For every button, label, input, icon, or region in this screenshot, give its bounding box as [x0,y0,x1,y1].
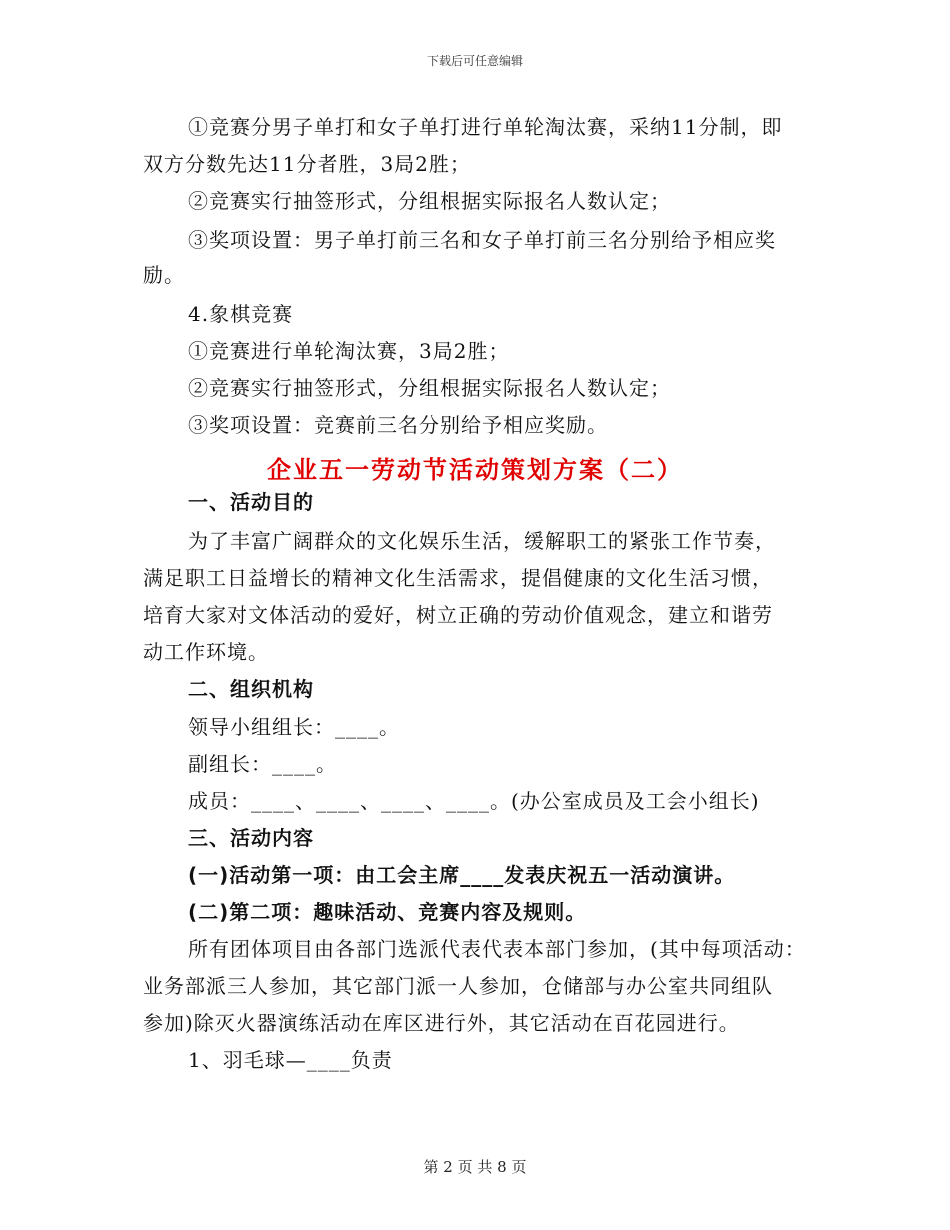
paragraph-line: 副组长：____。 [188,752,337,776]
page-header: 下载后可任意编辑 [426,54,523,68]
paragraph-line: ②竞赛实行抽签形式，分组根据实际报名人数认定； [188,189,671,213]
section-heading: 二、组织机构 [188,677,314,701]
paragraph-line: 动工作环境。 [143,640,269,664]
section-heading: 一、活动目的 [188,490,314,514]
section-heading: 三、活动内容 [188,826,314,850]
section-heading: 4.象棋竞赛 [188,302,294,326]
paragraph-line: 领导小组组长：____。 [188,715,400,739]
paragraph-line: ③奖项设置：男子单打前三名和女子单打前三名分别给予相应奖 [188,228,776,252]
paragraph-line: 成员：____、____、____、____。(办公室成员及工会小组长) [188,789,760,813]
paragraph-line: ①竞赛分男子单打和女子单打进行单轮淘汰赛，采纳11分制，即 [188,115,783,139]
document-title: 企业五一劳动节活动策划方案（二） [267,456,683,484]
paragraph-line: ③奖项设置：竞赛前三名分别给予相应奖励。 [188,413,608,437]
paragraph-line: ①竞赛进行单轮淘汰赛，3局2胜； [188,339,510,363]
paragraph-line: 参加)除灭火器演练活动在库区进行外，其它活动在百花园进行。 [143,1011,740,1035]
paragraph-line: 双方分数先达11分者胜，3局2胜； [143,152,471,176]
paragraph-line: 满足职工日益增长的精神文化生活需求，提倡健康的文化生活习惯， [143,566,773,590]
paragraph-line: 业务部派三人参加，其它部门派一人参加，仓储部与办公室共同组队 [143,974,773,998]
page-footer: 第 2 页 共 8 页 [423,1158,527,1176]
paragraph-line: 培育大家对文体活动的爱好，树立正确的劳动价值观念，建立和谐劳 [143,603,773,627]
list-item: 1、羽毛球—____负责 [188,1048,393,1072]
subsection-heading: (二)第二项：趣味活动、竞赛内容及规则。 [188,900,587,924]
paragraph-line: 所有团体项目由各部门选派代表代表本部门参加，(其中每项活动： [188,937,806,961]
paragraph-line: 为了丰富广阔群众的文化娱乐生活，缓解职工的紧张工作节奏， [188,529,776,553]
subsection-heading: (一)活动第一项：由工会主席____发表庆祝五一活动演讲。 [188,863,736,887]
paragraph-line: 励。 [143,263,185,287]
paragraph-line: ②竞赛实行抽签形式，分组根据实际报名人数认定； [188,376,671,400]
